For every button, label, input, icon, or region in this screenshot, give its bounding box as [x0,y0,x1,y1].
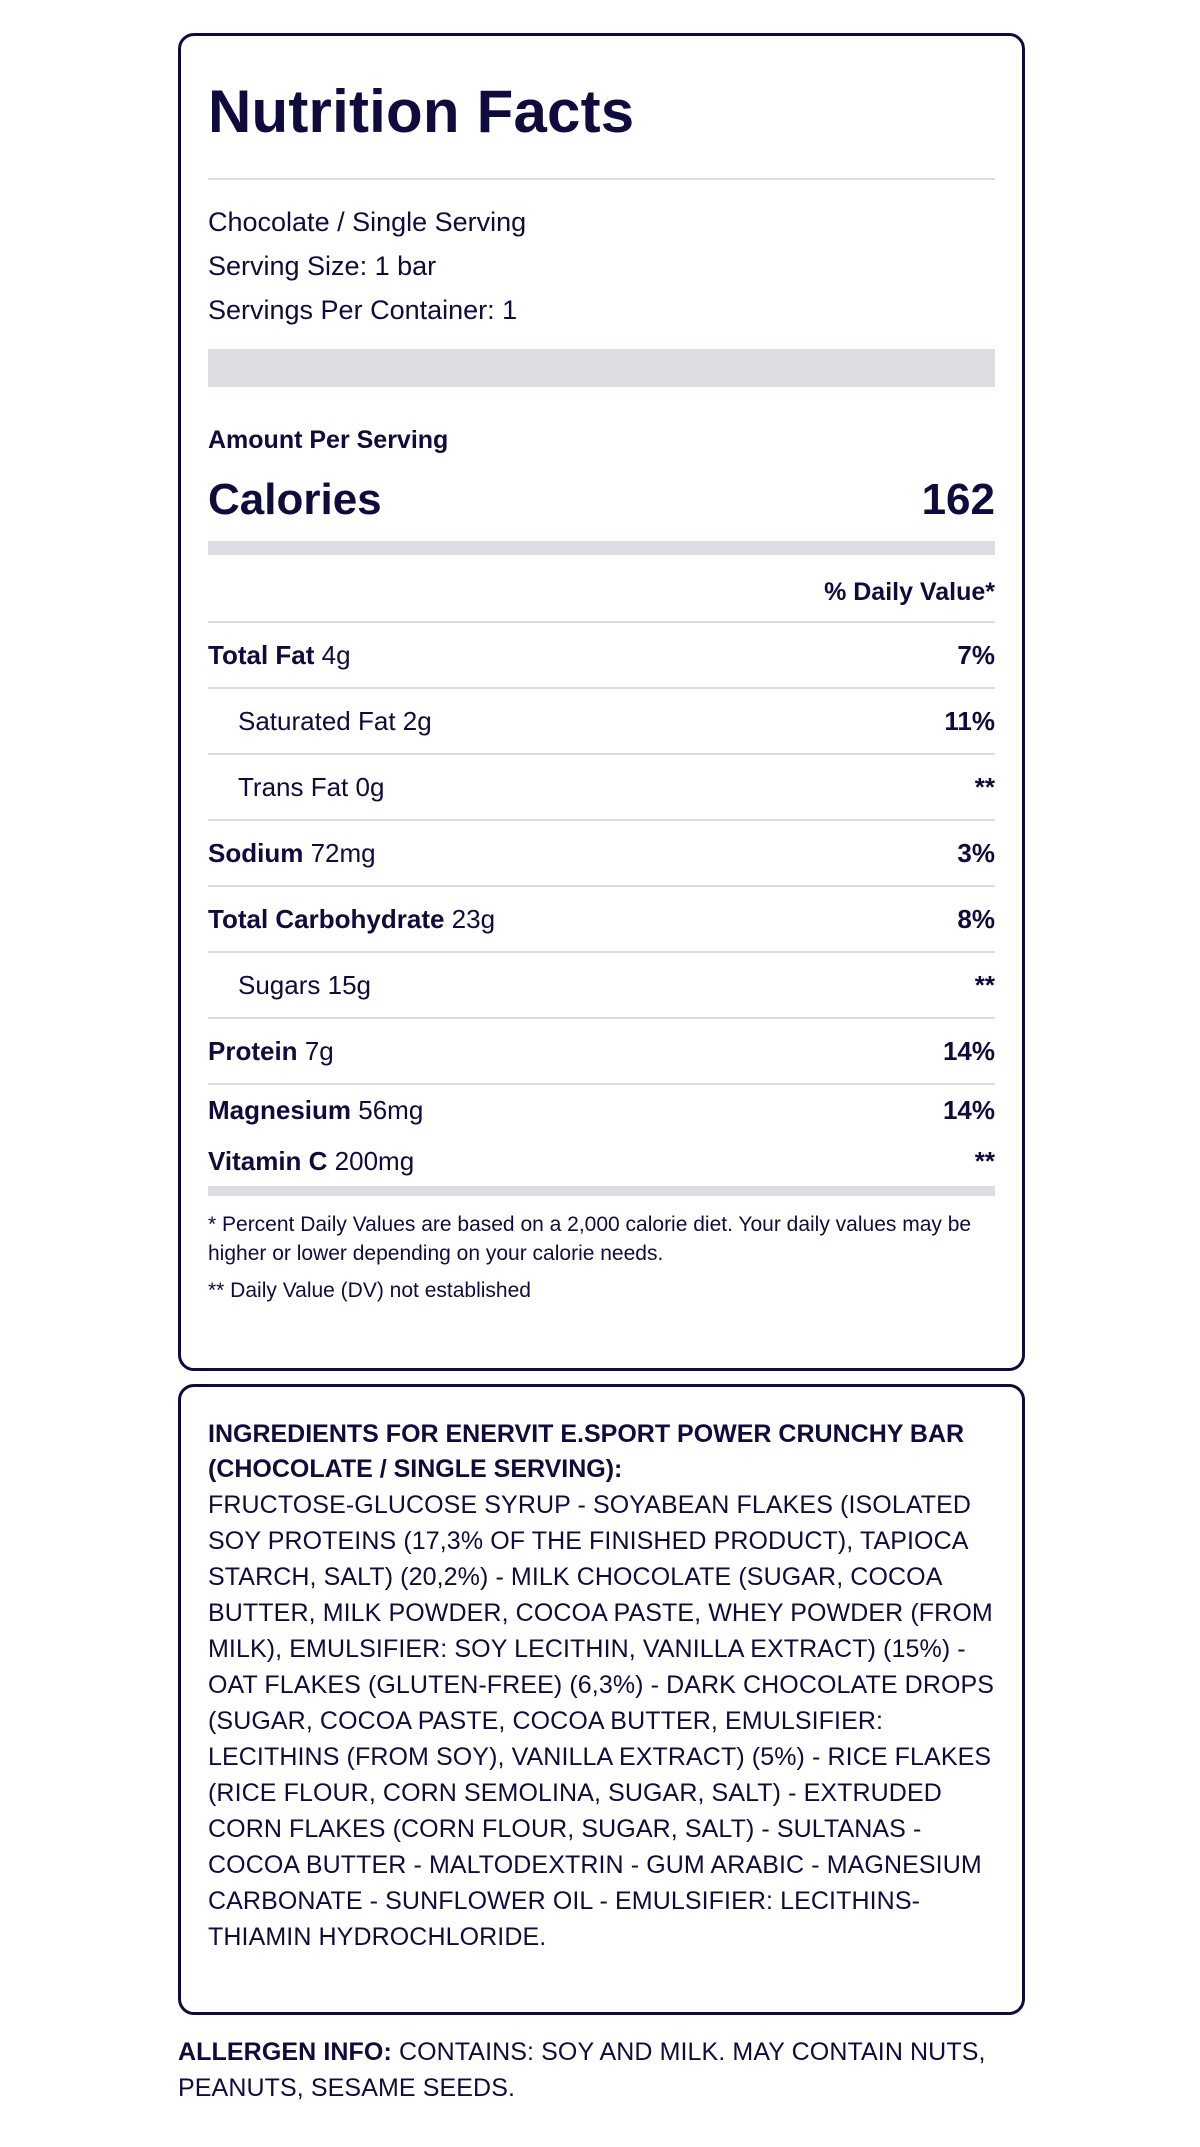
serving-info [208,200,995,332]
title-divider [208,178,995,180]
nutrient-daily-value: ** [974,969,995,1000]
nutrition-facts-title: Nutrition Facts [208,78,635,145]
nutrient-amount: 200mg [334,1145,415,1176]
nutrient-name: Sugars [238,969,321,1000]
nutrient-amount: 0g [355,771,385,802]
nutrient-daily-value: ** [974,1145,995,1176]
allergen-text: CONTAINS: SOY AND MILK. MAY CONTAIN NUTS, PEANUTS, SESAME SEEDS. [178,2038,986,2102]
nutrient-row-total-fat [208,623,995,689]
nutrient-amount: 72mg [310,837,376,868]
nutrient-row-sugars [208,953,995,1019]
nutrient-name: Protein [208,1035,298,1066]
nutrient-daily-value: ** [974,771,995,802]
nutrient-name: Magnesium [208,1095,352,1125]
footnote-dv-not-established: ** Daily Value (DV) not established [208,1279,531,1302]
calories-value: 162 [921,475,995,524]
ingredients-panel [178,1384,1025,2015]
nutrient-amount: 56mg [358,1095,424,1125]
nutrient-row-sodium [208,821,995,887]
nutrient-row-protein [208,1019,995,1085]
calories-divider [208,541,995,555]
nutrient-name: Saturated Fat [238,705,396,736]
footnote-percent-daily-values: * Percent Daily Values are based on a 2,000 calorie diet. Your daily values may be higher or lower depending on your calorie needs. [208,1213,972,1265]
nutrient-amount: 23g [451,903,496,934]
nutrient-row-magnesium [208,1085,995,1136]
nutrient-row-total-carbohydrate [208,887,995,953]
allergen-info [178,2034,998,2106]
nutrient-row-trans-fat [208,755,995,821]
thick-divider [208,349,995,387]
nutrient-daily-value: 3% [957,837,995,868]
allergen-label: ALLERGEN INFO: [178,2038,392,2066]
nutrient-amount: 4g [321,639,351,670]
nutrition-facts-panel [178,33,1025,1371]
calories-label: Calories [208,475,382,524]
amount-per-serving: Amount Per Serving [208,426,449,454]
nutrient-daily-value: 7% [957,639,995,670]
label-wrapper [178,33,1025,2106]
nutrient-daily-value: 8% [957,903,995,934]
nutrient-row-vitamin-c [208,1136,995,1186]
nutrient-daily-value: 14% [942,1095,995,1125]
nutrient-row-saturated-fat [208,689,995,755]
nutrient-amount: 2g [402,705,432,736]
nutrient-daily-value: 11% [944,705,995,736]
nutrient-name: Sodium [208,837,304,868]
nutrient-name: Trans Fat [238,771,349,802]
serving-size: Serving Size: 1 bar [208,251,437,281]
calories-row [208,473,995,527]
ingredients-title: INGREDIENTS FOR ENERVIT E.SPORT POWER CRUNCHY BAR (CHOCOLATE / SINGLE SERVING): [208,1420,965,1483]
ingredients-text: FRUCTOSE-GLUCOSE SYRUP - SOYABEAN FLAKES (ISOLATED SOY PROTEINS (17,3% OF THE FINISHED PRODUCT), TAPIOCA STARCH, SALT) (20,2%) - MILK CHOCOLATE (SUGAR, COCOA BUTTER, MILK POWDER, COCOA PASTE, WHEY POWDER (FROM MILK), EMULSIFIER: SOY LECITHIN, VANILLA EXTRACT) (15%) - OAT FLAKES (GLUTEN-FREE) (6,3%) - DARK CHOCOLATE DROPS (SUGAR, COCOA PASTE, COCOA BUTTER, EMULSIFIER: LECITHINS (FROM SOY), VANILLA EXTRACT) (5%) - RICE FLAKES (RICE FLOUR, CORN SEMOLINA, SUGAR, SALT) - EXTRUDED CORN FLAKES (CORN FLOUR, SUGAR, SALT) - SULTANAS - COCOA BUTTER - MALTODEXTRIN - GUM ARABIC - MAGNESIUM CARBONATE - SUNFLOWER OIL - EMULSIFIER: LECITHINS- THIAMIN HYDROCHLORIDE. [208,1491,995,1951]
footnote-divider [208,1186,995,1196]
nutrient-name: Total Fat [208,639,315,670]
servings-per-container: Servings Per Container: 1 [208,295,518,325]
product-line: Chocolate / Single Serving [208,207,527,237]
nutrient-amount: 15g [327,969,372,1000]
nutrient-daily-value: 14% [942,1035,995,1066]
nutrient-amount: 7g [304,1035,334,1066]
nutrient-name: Vitamin C [208,1145,328,1176]
nutrient-name: Total Carbohydrate [208,903,445,934]
daily-value-header: % Daily Value* [208,577,995,623]
